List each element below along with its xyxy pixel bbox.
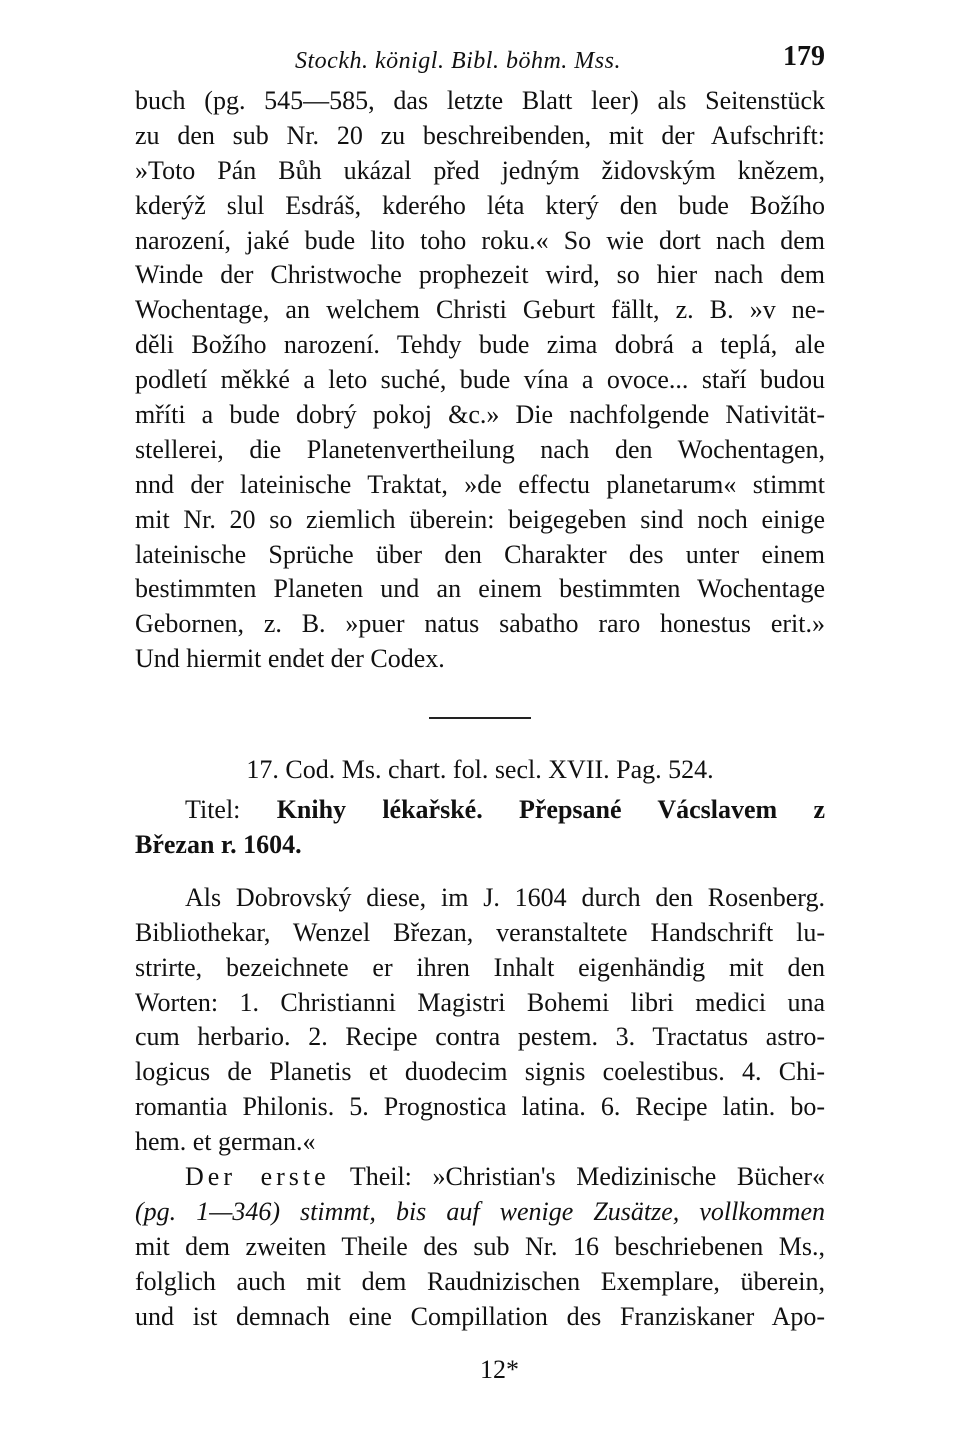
text-line: Und hiermit endet der Codex. xyxy=(135,644,445,674)
text-line: Wochentage, an welchem Christi Geburt fällt, z. B. »v ne- xyxy=(135,295,825,325)
text-line: strirte, bezeichnete er ihren Inhalt eigenhändig mit den xyxy=(135,952,825,982)
text-line: lateinische Sprüche über den Charakter des unter einem xyxy=(135,539,825,569)
title-line xyxy=(135,793,825,828)
text-line: nnd der lateinische Traktat, »de effectu planetarum« stimmt xyxy=(135,469,825,499)
text-line: Als Dobrovský diese, im J. 1604 durch den Rosenberg. xyxy=(185,882,825,912)
running-head: Stockh. königl. Bibl. böhm. Mss. xyxy=(295,48,621,74)
text-line: logicus de Planetis et duodecim signis coelestibus. 4. Chi- xyxy=(135,1057,825,1087)
title-text: Knihy lékařské. Přepsané Vácslavem z xyxy=(276,795,826,825)
text-line: »Toto Pán Bůh ukázal před jedným židovským knězem, xyxy=(135,155,825,185)
text-line: cum herbario. 2. Recipe contra pestem. 3. Tractatus astro- xyxy=(135,1022,825,1052)
text-line: zu den sub Nr. 20 zu beschreibenden, mit der Aufschrift: xyxy=(135,120,825,150)
text-line: mit Nr. 20 so ziemlich überein: beigegeben sind noch einige xyxy=(135,504,825,534)
text-line: (pg. 1—346) stimmt, bis auf wenige Zusätze, vollkommen xyxy=(135,1196,825,1226)
text-line: Bibliothekar, Wenzel Březan, veranstaltete Handschrift lu- xyxy=(135,917,825,947)
paragraph-3 xyxy=(135,1160,825,1334)
text-line xyxy=(135,1160,825,1195)
text-line: romantia Philonis. 5. Prognostica latina. 6. Recipe latin. bo- xyxy=(135,1092,825,1122)
text-line: hem. et german.« xyxy=(135,1127,316,1157)
text-line: Worten: 1. Christianni Magistri Bohemi libri medici una xyxy=(135,987,825,1017)
line-text: Theil: »Christian's Medizinische Bücher« xyxy=(349,1162,826,1192)
text-line: und ist demnach eine Compillation des Franziskaner Apo- xyxy=(135,1301,825,1331)
signature-mark: 12* xyxy=(480,1355,519,1384)
text-line: mříti a bude dobrý pokoj &c.» Die nachfolgende Nativität- xyxy=(135,400,825,430)
text-line: bestimmten Planeten und an einem bestimmten Wochentage xyxy=(135,574,825,604)
paragraph-1 xyxy=(135,84,825,677)
text-line: stellerei, die Planetenvertheilung nach den Wochentagen, xyxy=(135,434,825,464)
text-line: narození, jaké bude lito toho roku.« So wie dort nach dem xyxy=(135,225,825,255)
text-line: folglich auch mit dem Raudnizischen Exemplare, überein, xyxy=(135,1266,825,1296)
title-block xyxy=(135,793,825,863)
section-heading: 17. Cod. Ms. chart. fol. secl. XVII. Pag. 524. xyxy=(246,755,714,785)
text-line: Gebornen, z. B. »puer natus sabatho raro honestus erit.» xyxy=(135,609,825,639)
text-line: Winde der Christwoche prophezeit wird, so hier nach dem xyxy=(135,260,825,290)
spaced-text: Der erste xyxy=(185,1162,330,1192)
text-line: mit dem zweiten Theile des sub Nr. 16 beschriebenen Ms., xyxy=(135,1231,825,1261)
paragraph-2 xyxy=(135,881,825,1160)
text-line: podletí měkké a leto suché, bude vína a ovoce... staří budou xyxy=(135,365,825,395)
text-line: buch (pg. 545—585, das letzte Blatt leer) als Seitenstück xyxy=(135,86,825,115)
text-line: kderýž slul Esdráš, kderého léta který den bude Božího xyxy=(135,190,825,220)
page-number: 179 xyxy=(783,41,825,72)
section-divider xyxy=(429,717,531,719)
text-line: děli Božího narození. Tehdy bude zima dobrá a teplá, ale xyxy=(135,330,825,360)
title-line: Březan r. 1604. xyxy=(135,830,302,860)
document-page xyxy=(135,40,825,1335)
page-header xyxy=(135,40,825,84)
title-label: Titel: xyxy=(185,795,241,825)
